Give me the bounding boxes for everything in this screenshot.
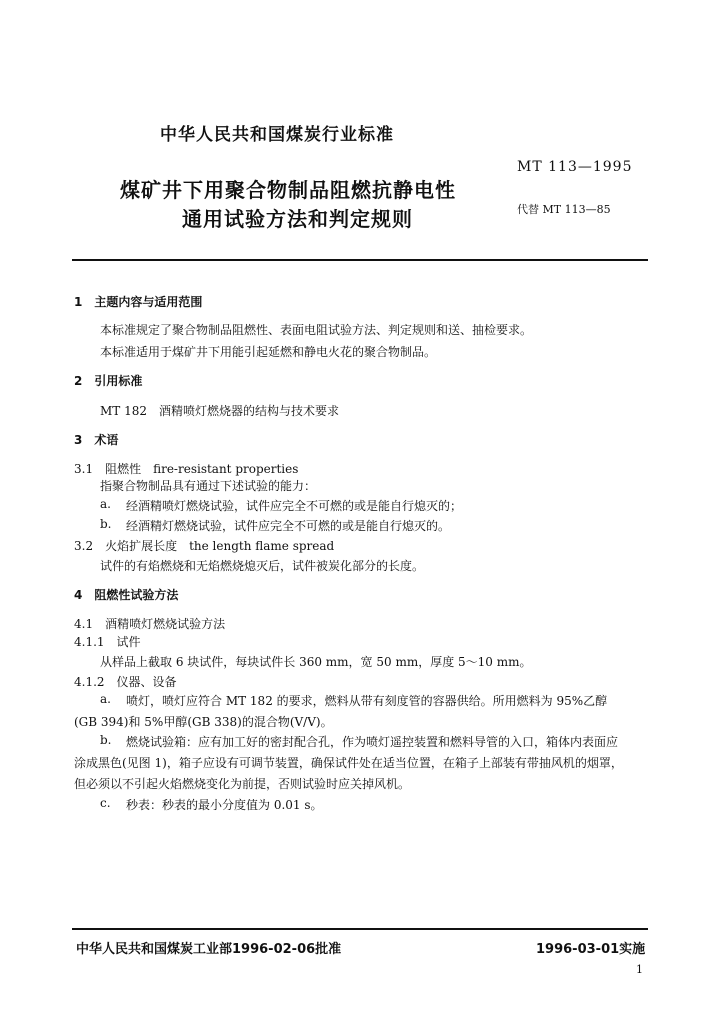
section-2-reference: MT 182 酒精喷灯燃烧器的结构与技术要求 <box>100 404 340 418</box>
term-3-1-b-label: b. <box>100 517 112 531</box>
item-a-line-2: (GB 394)和 5%甲醇(GB 338)的混合物(V/V)。 <box>74 715 333 729</box>
item-b-line-2: 涂成黑色(见图 1)，箱子应设有可调节装置，确保试件处在适当位置，在箱子上部装有带抽风机的烟罩， <box>74 756 623 770</box>
header-org: 中华人民共和国煤炭行业标准 <box>160 125 394 145</box>
term-3-2-definition: 试件的有焰燃烧和无焰燃烧熄灭后，试件被炭化部分的长度。 <box>100 559 425 573</box>
section-1-heading: 1 主题内容与适用范围 <box>74 295 203 309</box>
term-3-1-definition: 指聚合物制品具有通过下述试验的能力： <box>100 479 317 493</box>
section-3-heading: 3 术语 <box>74 433 119 447</box>
item-a-line-1: 喷灯，喷灯应符合 MT 182 的要求，燃料从带有刻度管的容器供给。所用燃料为 95%乙醇 <box>126 694 608 708</box>
approval-note: 中华人民共和国煤炭工业部1996-02-06批准 <box>76 942 342 957</box>
standard-code: MT 113—1995 <box>517 159 633 175</box>
item-b-line-3: 但必须以不引起火焰燃烧变化为前提，否则试验时应关掉风机。 <box>74 777 411 791</box>
term-3-1-b: 经酒精灯燃烧试验，试件应完全不可燃的或是能自行熄灭的。 <box>126 519 451 533</box>
page-number: 1 <box>636 963 643 976</box>
implementation-date: 1996-03-01实施 <box>536 942 646 957</box>
term-3-1-a-label: a. <box>100 497 111 511</box>
specimen-text: 从样品上截取 6 块试件，每块试件长 360 mm，宽 50 mm，厚度 5～10 mm。 <box>100 655 532 669</box>
section-4-heading: 4 阻燃性试验方法 <box>74 588 179 602</box>
subsection-4-1-2: 4.1.2 仪器、设备 <box>74 675 177 689</box>
replaces-note: 代替 MT 113—85 <box>517 203 611 216</box>
header-rule <box>72 259 648 261</box>
footer-rule <box>72 928 648 930</box>
subsection-4-1: 4.1 酒精喷灯燃烧试验方法 <box>74 617 226 631</box>
item-a-label: a. <box>100 692 111 706</box>
section-1-para-2: 本标准适用于煤矿井下用能引起延燃和静电火花的聚合物制品。 <box>100 345 437 359</box>
section-2-heading: 2 引用标准 <box>74 374 143 388</box>
item-c: 秒表：秒表的最小分度值为 0.01 s。 <box>126 798 323 812</box>
term-3-1-a: 经酒精喷灯燃烧试验，试件应完全不可燃的或是能自行熄灭的； <box>126 499 463 513</box>
item-b-line-1: 燃烧试验箱：应有加工好的密封配合孔，作为喷灯遥控装置和燃料导管的入口，箱体内表面应 <box>126 735 619 749</box>
title-line-2: 通用试验方法和判定规则 <box>182 207 413 231</box>
item-b-label: b. <box>100 733 112 747</box>
term-3-1: 3.1 阻燃性 fire-resistant properties <box>74 462 299 476</box>
term-3-2: 3.2 火焰扩展长度 the length flame spread <box>74 539 335 553</box>
section-1-para-1: 本标准规定了聚合物制品阻燃性、表面电阻试验方法、判定规则和送、抽检要求。 <box>100 323 533 337</box>
item-c-label: c. <box>100 796 111 810</box>
subsection-4-1-1: 4.1.1 试件 <box>74 635 141 649</box>
title-line-1: 煤矿井下用聚合物制品阻燃抗静电性 <box>120 178 456 202</box>
